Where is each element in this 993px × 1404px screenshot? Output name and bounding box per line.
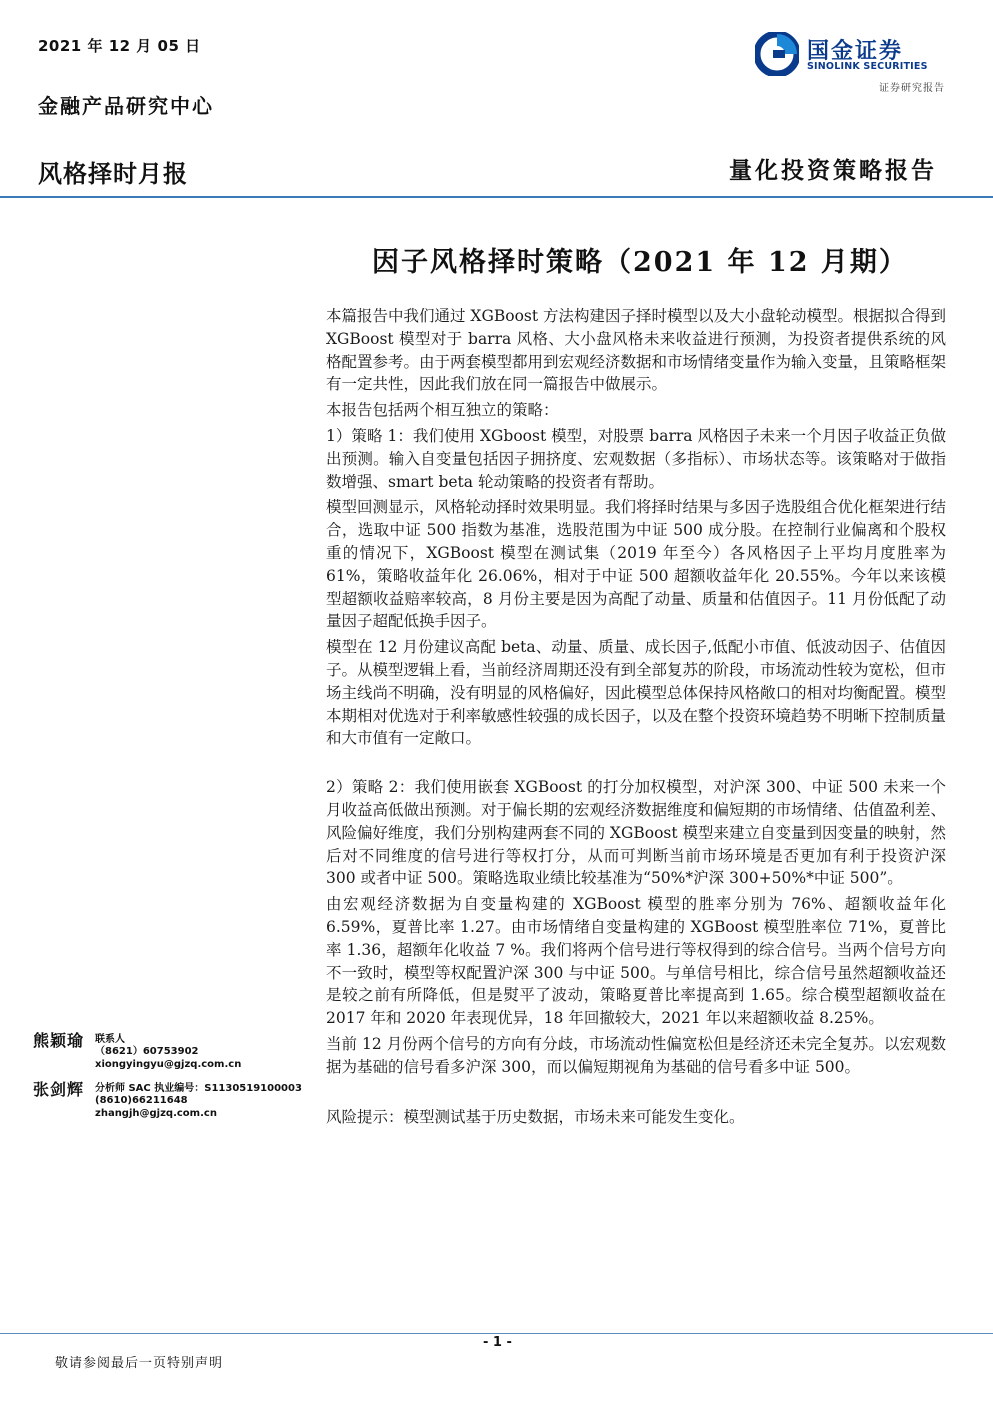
logo-chinese-name: 国金证券 [807, 39, 904, 64]
report-date: 2021 年 12 月 05 日 [38, 37, 201, 55]
analyst-phone: (8610)66211648 [95, 1095, 188, 1106]
analyst-phone: （8621）60753902 [95, 1046, 199, 1057]
research-center-name: 金融产品研究中心 [38, 94, 214, 118]
body-paragraph: 2）策略 2：我们使用嵌套 XGBoost 的打分加权模型，对沪深 300、中证 500 未来一个月收益高低做出预测。对于偏长期的宏观经济数据维度和偏短期的市场情绪、估值盈利差、风险偏好维度，我们分别构建两套不同的 XGBoost 模型来建立自变量到因变量的映射，然后对不同维度的信号进行等权打分，从而可判断当前市场环境是否更加有利于投资沪深 300 或者中证 500。策略选取业绩比较基准为“50%*沪深 300+50%*中证 500”。 [326, 778, 947, 888]
analyst-role: 分析师 SAC 执业编号：S1130519100003 [95, 1083, 302, 1094]
disclaimer-note: 敬请参阅最后一页特别声明 [55, 1356, 224, 1371]
analyst-list [33, 1030, 323, 1126]
body-paragraph: 模型回测显示，风格轮动择时效果明显。我们将择时结果与多因子选股组合优化框架进行结合，选取中证 500 指数为基准，选股范围为中证 500 成分股。在控制行业偏离和个股权重的情况下，XGBoost 模型在测试集（2019 年至今）各风格因子上平均月度胜率为 61%，策略收益年化 26.06%，相对于中证 500 超额收益年化 20.55%。今年以来该模型超额收益赔率较高，8 月份主要是因为高配了动量、质量和估值因子。11 月份低配了动量因子超配低换手因子。 [326, 498, 947, 631]
sinolink-logo-icon [755, 32, 799, 76]
body-paragraph: 1）策略 1：我们使用 XGboost 模型，对股票 barra 风格因子未来一个月因子收益正负做出预测。输入自变量包括因子拥挤度、宏观数据（多指标）、市场状态等。该策略对于做指数增强、smart beta 轮动策略的投资者有帮助。 [326, 426, 946, 491]
body-paragraph: 本篇报告中我们通过 XGBoost 方法构建因子择时模型以及大小盘轮动模型。根据拟合得到 XGBoost 模型对于 barra 风格、大小盘风格未来收益进行预测，为投资者提供系统的风格配置参考。由于两套模型都用到宏观经济数据和市场情绪变量作为输入变量，且策略框架有一定共性，因此我们放在同一篇报告中做展示。 [326, 307, 947, 394]
company-logo [755, 30, 945, 78]
risk-warning: 风险提示：模型测试基于历史数据，市场未来可能发生变化。 [326, 1107, 745, 1126]
analyst-email[interactable]: xiongyingyu@gjzq.com.cn [95, 1059, 242, 1070]
report-body [326, 305, 946, 1131]
body-paragraph: 当前 12 月份两个信号的方向有分歧，市场流动性偏宽松但是经济还未完全复苏。以宏观数据为基础的信号看多沪深 300，而以偏短期视角为基础的信号看多中证 500。 [326, 1034, 946, 1076]
analyst-name: 张剑辉 [33, 1080, 85, 1099]
report-category: 量化投资策略报告 [729, 157, 937, 184]
analyst-email[interactable]: zhangjh@gjzq.com.cn [95, 1108, 217, 1119]
body-paragraph: 本报告包括两个相互独立的策略： [326, 401, 559, 420]
body-paragraph: 模型在 12 月份建议高配 beta、动量、质量、成长因子,低配小市值、低波动因子、估值因子。从模型逻辑上看，当前经济周期还没有到全部复苏的阶段，市场流动性较为宽松，但市场主线尚不明确，没有明显的风格偏好，因此模型总体保持风格敞口的相对均衡配置。模型本期相对优选对于利率敏感性较强的成长因子，以及在整个投资环境趋势不明晰下控制质量和大市值有一定敞口。 [326, 638, 947, 748]
report-title: 因子风格择时策略（2021 年 12 月期） [372, 247, 908, 278]
analyst-role: 联系人 [95, 1034, 125, 1045]
analyst-card [33, 1079, 323, 1120]
logo-english-name: SINOLINK SECURITIES [807, 61, 928, 72]
footer-divider [0, 1333, 993, 1334]
report-type: 风格择时月报 [38, 160, 188, 188]
page-number: - 1 - [483, 1335, 512, 1350]
analyst-name: 熊颖瑜 [33, 1031, 85, 1050]
logo-subtitle: 证券研究报告 [879, 83, 945, 94]
header-divider [0, 196, 993, 198]
analyst-card [33, 1030, 323, 1071]
body-paragraph: 由宏观经济数据为自变量构建的 XGBoost 模型的胜率分别为 76%、超额收益年化 6.59%，夏普比率 1.27。由市场情绪自变量构建的 XGBoost 模型胜率位 71%，夏普比率 1.36，超额年化收益 7 %。我们将两个信号进行等权得到的综合信号。当两个信号方向不一致时，模型等权配置沪深 300 与中证 500。与单信号相比，综合信号虽然超额收益还是较之前有所降低，但是熨平了波动，策略夏普比率提高到 1.65。综合模型超额收益在 2017 年和 2020 年表现优异，18 年回撤较大，2021 年以来超额收益 8.25%。 [326, 895, 946, 1028]
